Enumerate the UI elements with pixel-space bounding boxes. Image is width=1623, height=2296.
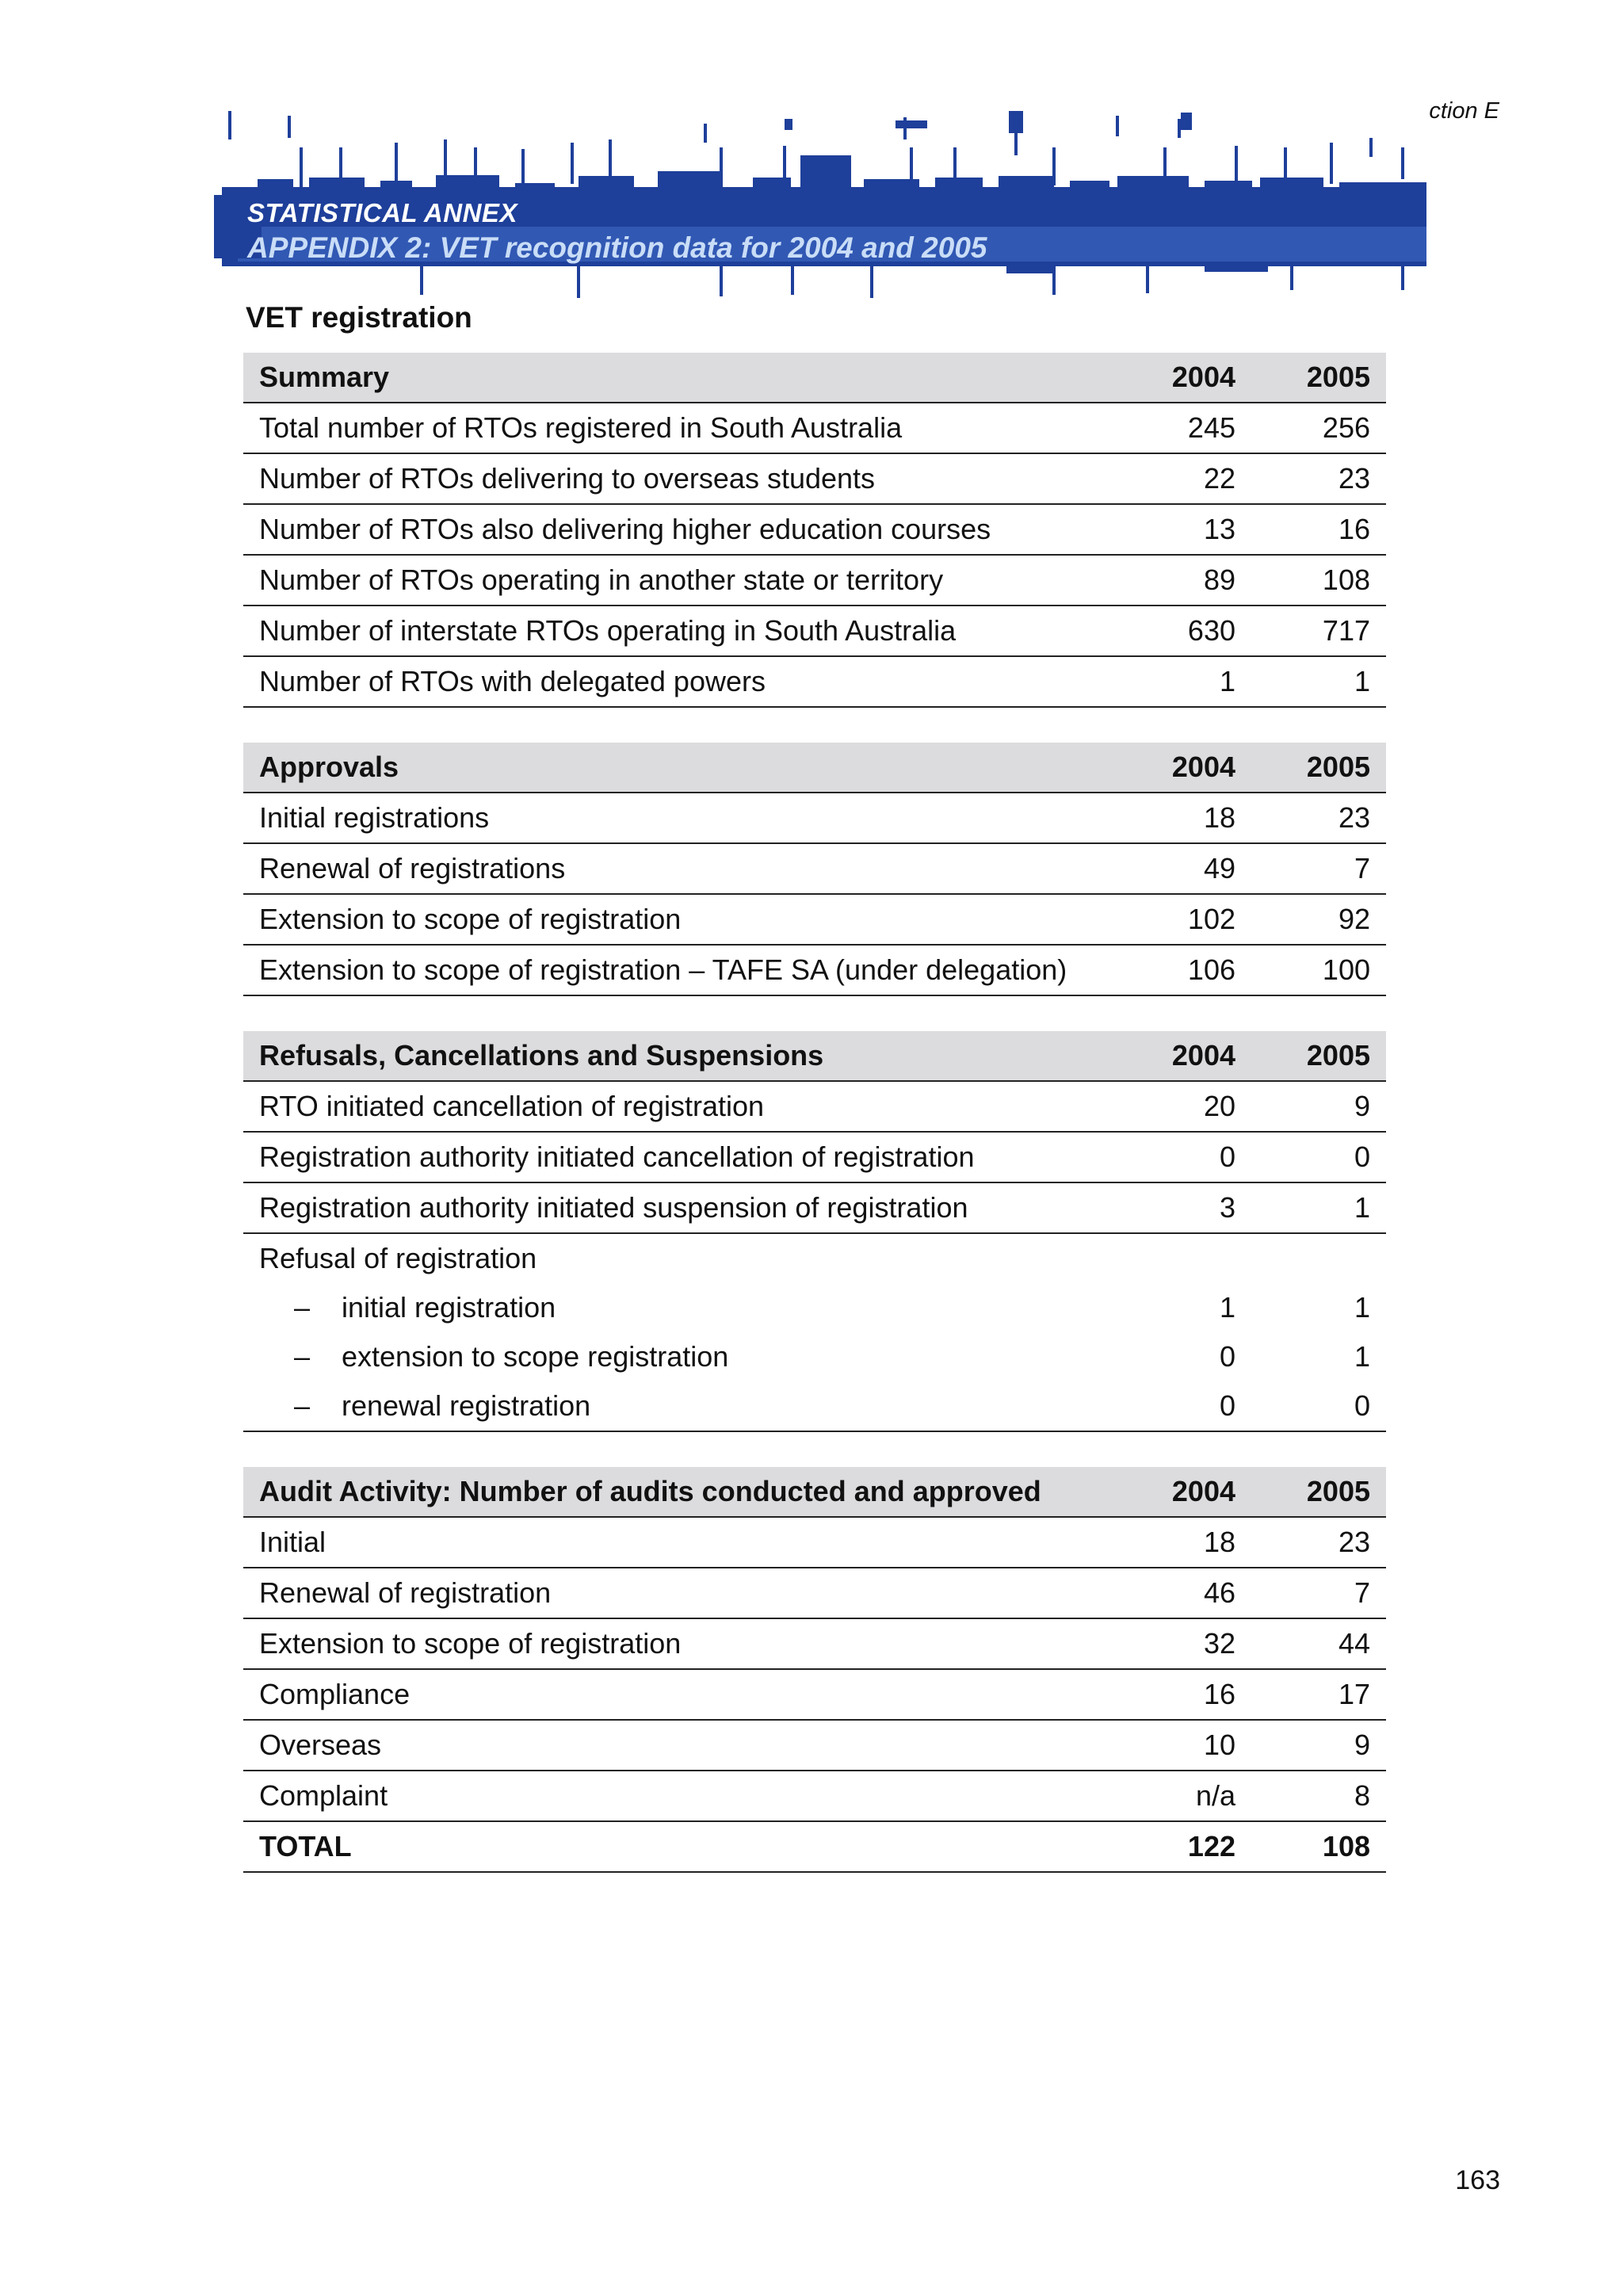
- table-row: [243, 1618, 1386, 1669]
- row-label: Initial: [243, 1517, 1117, 1568]
- banner-title: [247, 198, 987, 265]
- row-value-2005: 44: [1251, 1618, 1386, 1669]
- table-header-2004: 2004: [1117, 353, 1251, 403]
- row-label: [243, 1381, 1117, 1431]
- summary-table: [243, 353, 1386, 708]
- table-row: [243, 843, 1386, 894]
- row-value-2005: 1: [1354, 1291, 1370, 1324]
- row-value-2005: 0: [1251, 1381, 1386, 1431]
- total-label: TOTAL: [243, 1821, 1117, 1872]
- table-row: [243, 1771, 1386, 1821]
- row-label: RTO initiated cancellation of registration: [243, 1081, 1117, 1132]
- table-row: [243, 1720, 1386, 1771]
- row-label: Registration authority initiated cancellation of registration: [243, 1132, 1117, 1182]
- row-value-2004: n/a: [1117, 1771, 1251, 1821]
- table-row: [243, 1081, 1386, 1132]
- row-label: [243, 1332, 1117, 1381]
- row-value-2004: 89: [1117, 555, 1251, 606]
- row-label: Renewal of registration: [243, 1568, 1117, 1618]
- row-value-2005: 7: [1251, 1568, 1386, 1618]
- row-value-2005: 16: [1251, 504, 1386, 555]
- row-label: Number of RTOs delivering to overseas students: [243, 453, 1117, 504]
- table-header-label: Refusals, Cancellations and Suspensions: [243, 1031, 1117, 1081]
- refusals-table: [243, 1031, 1386, 1432]
- audit-activity-table: [243, 1467, 1386, 1873]
- table-row: [243, 403, 1386, 453]
- row-value-2005: 717: [1251, 606, 1386, 656]
- table-row: [243, 1669, 1386, 1720]
- row-label: Number of RTOs with delegated powers: [243, 656, 1117, 707]
- row-value-2004: 630: [1117, 606, 1251, 656]
- table-header-row: [243, 743, 1386, 793]
- row-value-2004: 18: [1117, 793, 1251, 843]
- refusal-group-label: Refusal of registration: [259, 1242, 537, 1274]
- row-value-2004: 22: [1117, 453, 1251, 504]
- row-value-2004: 245: [1117, 403, 1251, 453]
- table-row: [243, 1132, 1386, 1182]
- row-value-2004: 0: [1219, 1340, 1235, 1373]
- section-heading: VET registration: [246, 301, 472, 334]
- table-row: [243, 656, 1386, 707]
- row-value-2004: 32: [1117, 1618, 1251, 1669]
- row-value-2004: 1: [1219, 1291, 1235, 1324]
- table-row: [243, 504, 1386, 555]
- table-header-label: Summary: [243, 353, 1117, 403]
- row-label: Compliance: [243, 1669, 1117, 1720]
- table-row: [243, 1381, 1386, 1431]
- section-label: ction E: [1429, 98, 1499, 124]
- row-label: [243, 1283, 1117, 1332]
- row-label: Total number of RTOs registered in South Australia: [243, 403, 1117, 453]
- table-header-2004: 2004: [1117, 743, 1251, 793]
- row-value-2004: 10: [1117, 1720, 1251, 1771]
- table-row: [243, 453, 1386, 504]
- table-row: [243, 1283, 1386, 1332]
- row-value-2005: 100: [1251, 945, 1386, 995]
- row-value-2005: 108: [1251, 555, 1386, 606]
- table-header-label: Audit Activity: Number of audits conducted and approved: [243, 1467, 1117, 1517]
- sub-label-text: renewal registration: [342, 1389, 591, 1422]
- row-value-2005: 7: [1251, 843, 1386, 894]
- table-row: [243, 1568, 1386, 1618]
- row-value-2005: 1: [1354, 1340, 1370, 1373]
- table-row: [243, 606, 1386, 656]
- row-label: Registration authority initiated suspension of registration: [243, 1182, 1117, 1233]
- table-row: [243, 1517, 1386, 1568]
- table-header-row: [243, 1031, 1386, 1081]
- row-label: Number of RTOs also delivering higher education courses: [243, 504, 1117, 555]
- table-header-2005: 2005: [1251, 1467, 1386, 1517]
- table-header-label: Approvals: [243, 743, 1117, 793]
- total-value-2005: 108: [1251, 1821, 1386, 1872]
- row-value-2004: 0: [1117, 1132, 1251, 1182]
- row-value-2005: 1: [1251, 656, 1386, 707]
- table-header-2005: 2005: [1251, 353, 1386, 403]
- row-value-2004: 46: [1117, 1568, 1251, 1618]
- sub-label-text: initial registration: [342, 1291, 556, 1324]
- annex-title: STATISTICAL ANNEX: [247, 198, 517, 227]
- row-value-2005: 256: [1251, 403, 1386, 453]
- row-value-2005: 8: [1251, 1771, 1386, 1821]
- sub-label-text: extension to scope registration: [342, 1340, 729, 1373]
- table-row: [243, 945, 1386, 995]
- table-header-row: [243, 353, 1386, 403]
- row-value-2004: 3: [1117, 1182, 1251, 1233]
- table-row: [243, 555, 1386, 606]
- row-label: Initial registrations: [243, 793, 1117, 843]
- row-value-2004: 102: [1117, 894, 1251, 945]
- row-label: Number of interstate RTOs operating in South Australia: [243, 606, 1117, 656]
- approvals-table: [243, 743, 1386, 996]
- row-value-2004: 16: [1117, 1669, 1251, 1720]
- row-value-2004: 1: [1117, 656, 1251, 707]
- table-header-2004: 2004: [1117, 1467, 1251, 1517]
- row-label: Renewal of registrations: [243, 843, 1117, 894]
- total-row: [243, 1821, 1386, 1872]
- table-header-2005: 2005: [1251, 743, 1386, 793]
- row-label: Number of RTOs operating in another state or territory: [243, 555, 1117, 606]
- row-value-2005: 1: [1251, 1182, 1386, 1233]
- dash-bullet: –: [294, 1340, 311, 1373]
- row-value-2004: 13: [1117, 504, 1251, 555]
- row-value-2005: 23: [1251, 1517, 1386, 1568]
- appendix-title: APPENDIX 2: VET recognition data for 2004 and 2005: [247, 231, 987, 264]
- row-label: Extension to scope of registration – TAFE SA (under delegation): [243, 945, 1117, 995]
- row-value-2005: 23: [1251, 453, 1386, 504]
- table-header-row: [243, 1467, 1386, 1517]
- page-number: 163: [1455, 2165, 1500, 2195]
- row-value-2005: 0: [1251, 1132, 1386, 1182]
- row-value-2004: 106: [1117, 945, 1251, 995]
- table-row: [243, 894, 1386, 945]
- row-label: Overseas: [243, 1720, 1117, 1771]
- row-value-2004: 0: [1117, 1381, 1251, 1431]
- table-row: [243, 1233, 1386, 1283]
- dash-bullet: –: [294, 1291, 311, 1324]
- table-header-2005: 2005: [1251, 1031, 1386, 1081]
- row-label: Extension to scope of registration: [243, 894, 1117, 945]
- table-row: [243, 1332, 1386, 1381]
- total-value-2004: 122: [1117, 1821, 1251, 1872]
- row-value-2004: 49: [1117, 843, 1251, 894]
- table-header-2004: 2004: [1117, 1031, 1251, 1081]
- row-label: Complaint: [243, 1771, 1117, 1821]
- row-value-2005: 23: [1251, 793, 1386, 843]
- banner-squares: [785, 111, 1192, 133]
- table-row: [243, 1182, 1386, 1233]
- row-value-2005: 9: [1251, 1720, 1386, 1771]
- dash-bullet: –: [294, 1389, 311, 1422]
- row-value-2005: 92: [1251, 894, 1386, 945]
- row-label: Extension to scope of registration: [243, 1618, 1117, 1669]
- row-value-2004: 18: [1117, 1517, 1251, 1568]
- row-value-2005: 17: [1251, 1669, 1386, 1720]
- table-row: [243, 793, 1386, 843]
- tables-container: [243, 353, 1386, 1908]
- row-value-2005: 9: [1251, 1081, 1386, 1132]
- row-value-2004: 20: [1117, 1081, 1251, 1132]
